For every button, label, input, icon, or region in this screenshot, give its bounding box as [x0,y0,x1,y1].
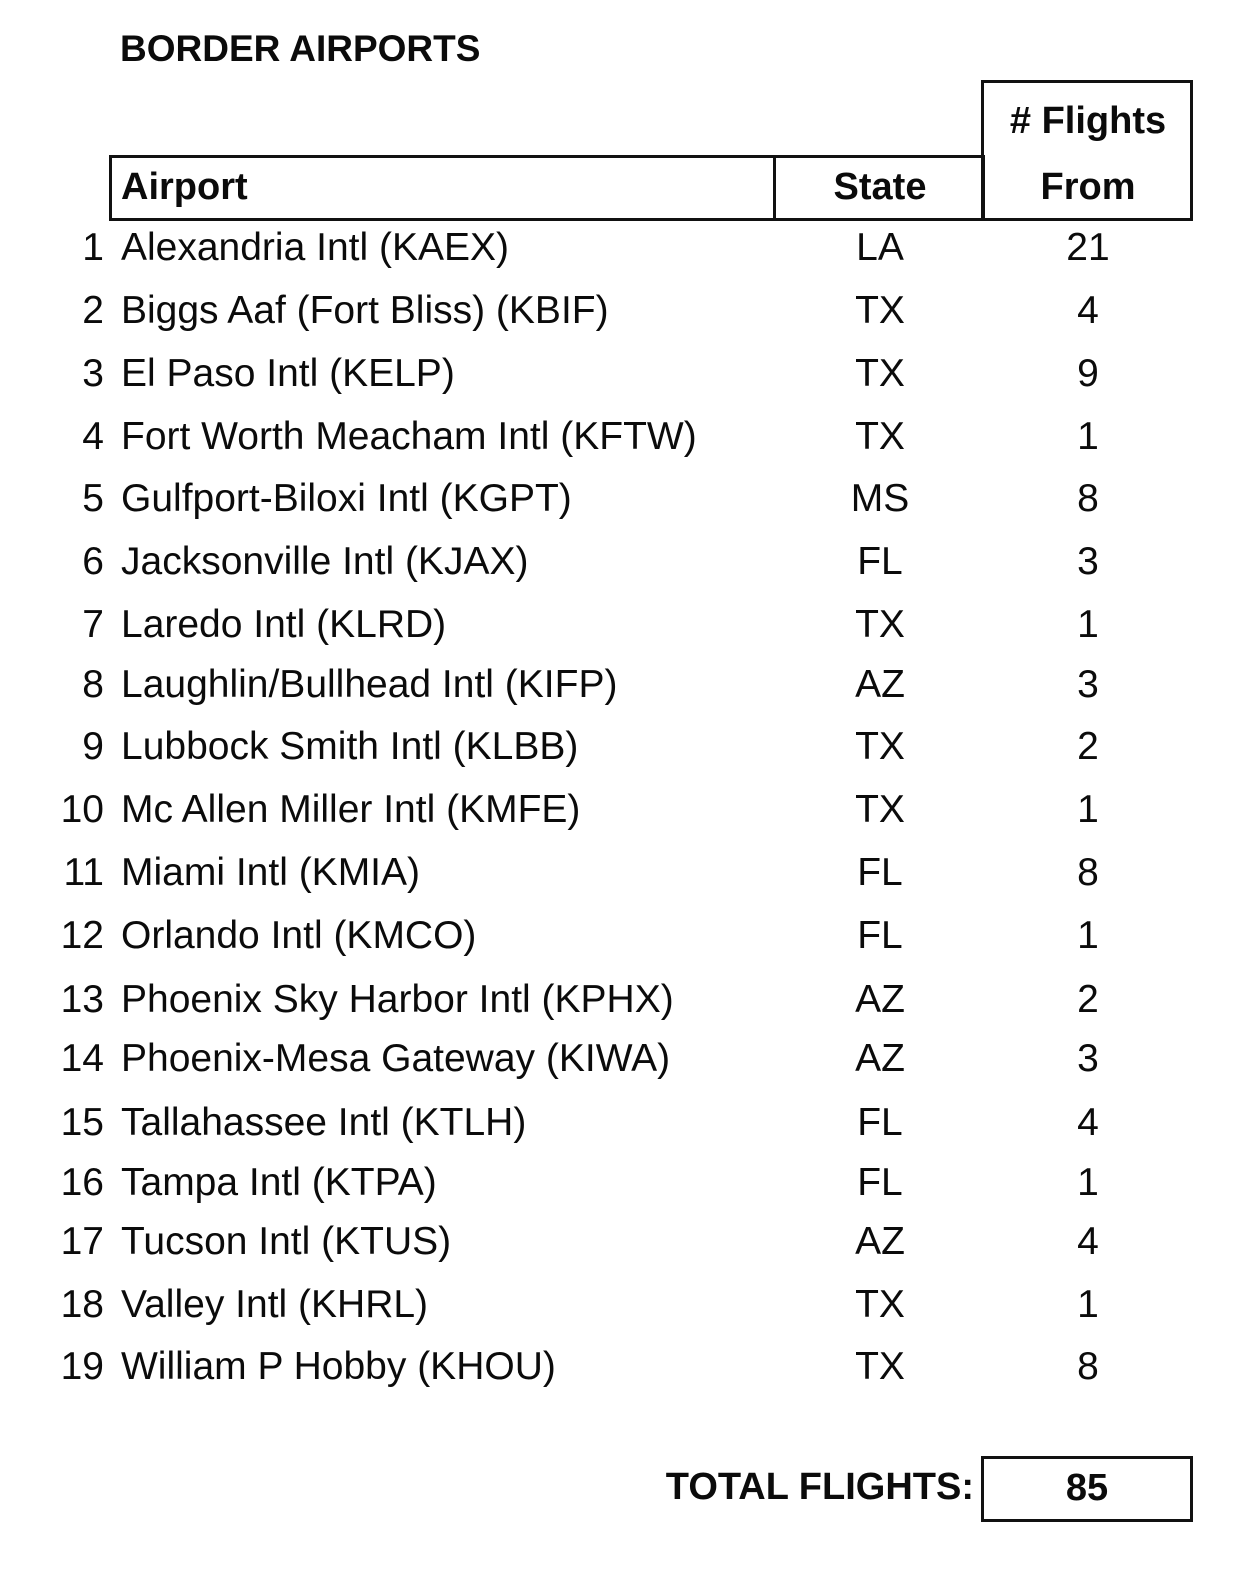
state-cell: TX [855,603,905,646]
flights-cell: 4 [1077,1220,1099,1263]
flights-cell: 1 [1077,415,1099,458]
state-cell: FL [857,851,903,894]
table-row [0,1098,1255,1148]
total-flights-value: 85 [981,1456,1193,1522]
state-cell: TX [855,415,905,458]
flights-cell: 1 [1077,914,1099,957]
flights-cell: 1 [1077,1161,1099,1204]
table-row [0,785,1255,835]
row-number: 14 [60,1037,104,1080]
table-row [0,722,1255,772]
airport-cell: El Paso Intl (KELP) [121,352,455,395]
row-number: 18 [60,1283,104,1326]
column-header-flights-line2: From [1040,166,1136,208]
flights-cell: 1 [1077,603,1099,646]
flights-cell: 8 [1077,1345,1099,1388]
table-row [0,1158,1255,1208]
airport-cell: Alexandria Intl (KAEX) [121,226,510,269]
airport-cell: Tallahassee Intl (KTLH) [121,1101,527,1144]
airport-cell: Miami Intl (KMIA) [121,851,421,894]
airport-cell: Valley Intl (KHRL) [121,1283,429,1326]
row-number: 15 [60,1101,104,1144]
flights-cell: 2 [1077,978,1099,1021]
table-row [0,911,1255,961]
flights-cell: 1 [1077,1283,1099,1326]
state-cell: FL [857,914,903,957]
row-number: 2 [82,289,104,332]
row-number: 7 [82,603,104,646]
flights-cell: 21 [1066,226,1110,269]
row-number: 4 [82,415,104,458]
state-cell: TX [855,352,905,395]
row-number: 13 [60,978,104,1021]
row-number: 8 [82,663,104,706]
state-cell: MS [850,477,910,520]
table-row [0,1217,1255,1267]
airport-cell: Lubbock Smith Intl (KLBB) [121,725,579,768]
airport-cell: Biggs Aaf (Fort Bliss) (KBIF) [121,289,609,332]
table-row [0,286,1255,336]
state-cell: TX [855,289,905,332]
flights-cell: 8 [1077,477,1099,520]
table-row [0,349,1255,399]
table-row [0,1034,1255,1084]
table-row [0,537,1255,587]
airport-cell: Orlando Intl (KMCO) [121,914,477,957]
flights-cell: 4 [1077,289,1099,332]
airport-cell: Gulfport-Biloxi Intl (KGPT) [121,477,572,520]
state-cell: FL [857,1161,903,1204]
row-number: 9 [82,725,104,768]
state-cell: FL [857,540,903,583]
row-number: 1 [82,226,104,269]
flights-cell: 3 [1077,663,1099,706]
table-row [0,660,1255,710]
flights-cell: 3 [1077,1037,1099,1080]
state-cell: TX [855,725,905,768]
table-row [0,474,1255,524]
flights-cell: 8 [1077,851,1099,894]
table-row [0,1280,1255,1330]
airport-cell: Fort Worth Meacham Intl (KFTW) [121,415,697,458]
airport-cell: Phoenix-Mesa Gateway (KIWA) [121,1037,671,1080]
airport-cell: Phoenix Sky Harbor Intl (KPHX) [121,978,674,1021]
airport-cell: Tucson Intl (KTUS) [121,1220,452,1263]
row-number: 17 [60,1220,104,1263]
flights-cell: 4 [1077,1101,1099,1144]
airport-cell: Jacksonville Intl (KJAX) [121,540,529,583]
row-number: 12 [60,914,104,957]
column-header-airport: Airport [121,166,248,208]
flights-cell: 2 [1077,725,1099,768]
table-row [0,412,1255,462]
flights-cell: 1 [1077,788,1099,831]
column-header-state: State [833,166,927,208]
row-number: 5 [82,477,104,520]
row-number: 11 [63,851,104,894]
table-row [0,600,1255,650]
row-number: 16 [60,1161,104,1204]
airport-cell: William P Hobby (KHOU) [121,1345,556,1388]
state-cell: AZ [855,1220,905,1263]
airport-cell: Tampa Intl (KTPA) [121,1161,437,1204]
state-cell: AZ [855,1037,905,1080]
state-cell: FL [857,1101,903,1144]
row-number: 3 [82,352,104,395]
table-row [0,848,1255,898]
airport-cell: Mc Allen Miller Intl (KMFE) [121,788,581,831]
page-title: BORDER AIRPORTS [120,28,481,69]
total-flights-label: TOTAL FLIGHTS: [665,1466,974,1508]
row-number: 19 [60,1345,104,1388]
state-cell: AZ [855,978,905,1021]
flights-cell: 3 [1077,540,1099,583]
flights-cell: 9 [1077,352,1099,395]
state-cell: TX [855,1283,905,1326]
state-cell: LA [856,226,904,269]
row-number: 10 [60,788,104,831]
state-cell: TX [855,1345,905,1388]
table-row [0,975,1255,1025]
table-row [0,223,1255,273]
state-cell: AZ [855,663,905,706]
airport-cell: Laredo Intl (KLRD) [121,603,447,646]
airport-cell: Laughlin/Bullhead Intl (KIFP) [121,663,618,706]
column-header-flights-line1: # Flights [1009,100,1167,142]
table-row [0,1342,1255,1392]
row-number: 6 [82,540,104,583]
state-cell: TX [855,788,905,831]
